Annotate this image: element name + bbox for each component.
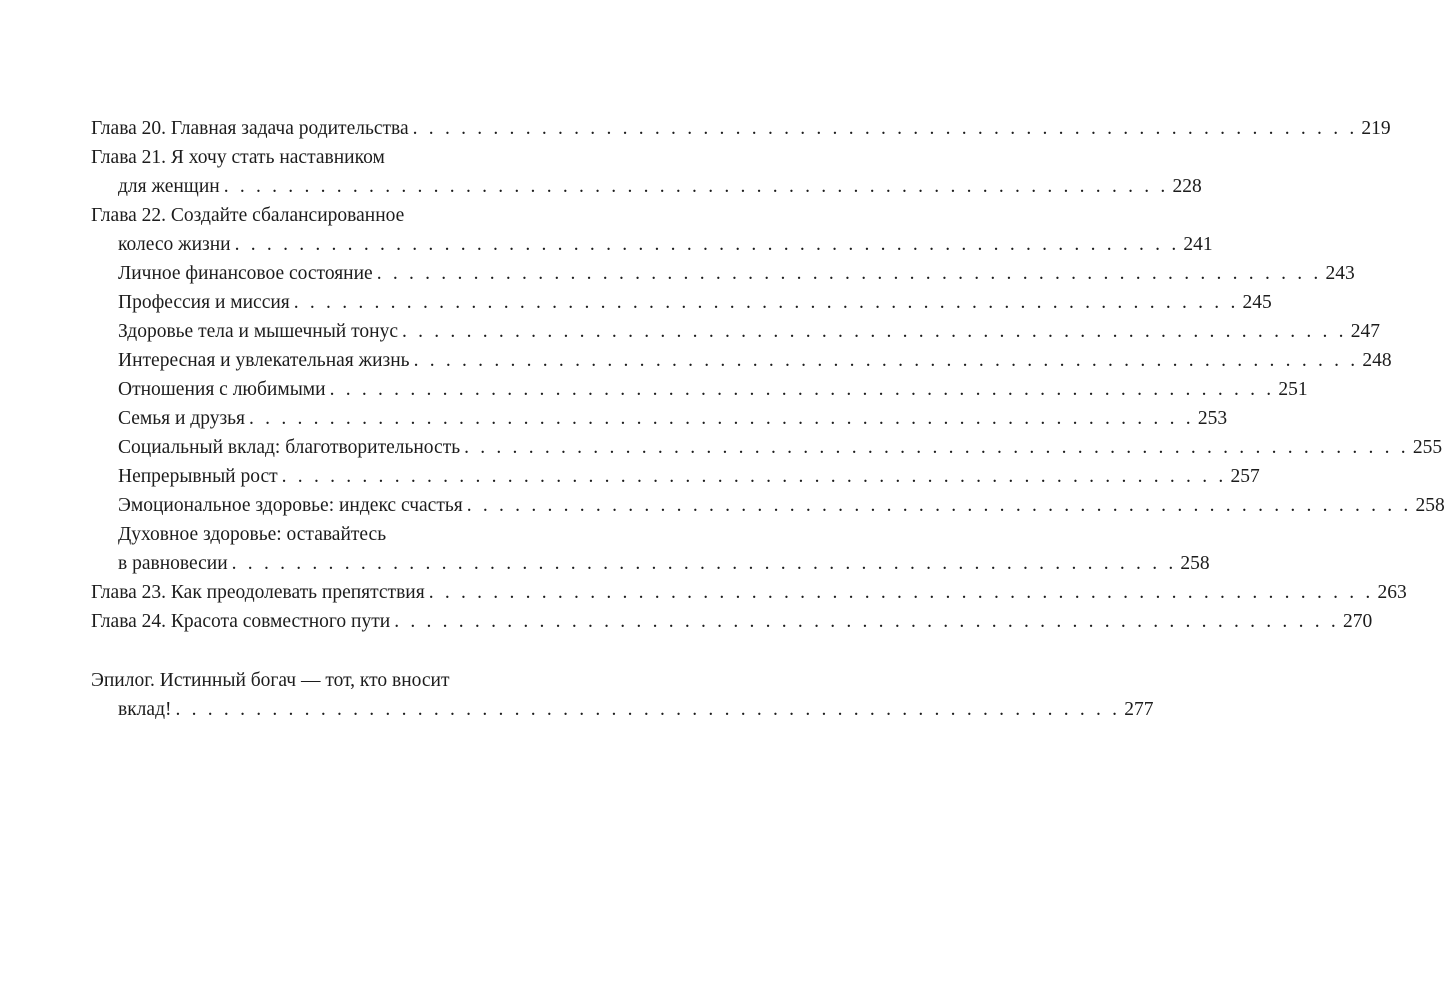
toc-leader-line bbox=[118, 346, 1392, 375]
dot-leader: . . . . . . . . . . . . . . . . . . . . . . . . . . . . . . . . . . . . . . . . . . . . . . . . . . . . . . . . . . . bbox=[428, 582, 1374, 603]
toc-leader-line bbox=[118, 491, 1445, 520]
toc-entry-title: вклад! bbox=[118, 699, 172, 720]
page-number: 243 bbox=[1325, 263, 1355, 284]
page-number: 228 bbox=[1172, 176, 1202, 197]
page-number: 251 bbox=[1278, 379, 1308, 400]
page-number: 257 bbox=[1230, 466, 1260, 487]
page-number: 219 bbox=[1361, 118, 1391, 139]
dot-leader: . . . . . . . . . . . . . . . . . . . . . . . . . . . . . . . . . . . . . . . . . . . . . . . . . . . . . . . . . . . bbox=[175, 699, 1121, 720]
page-number: 263 bbox=[1377, 582, 1407, 603]
toc-subentry bbox=[91, 346, 1392, 375]
dot-leader: . . . . . . . . . . . . . . . . . . . . . . . . . . . . . . . . . . . . . . . . . . . . . . . . . . . . . . . . . . . bbox=[249, 408, 1194, 429]
toc-entry-title: Глава 24. Красота совместного пути bbox=[91, 611, 391, 632]
toc-entry-title-line: Глава 22. Создайте сбалансированное bbox=[91, 205, 405, 226]
toc-entry-title: Эмоциональное здоровье: индекс счастья bbox=[118, 495, 463, 516]
toc-leader-line bbox=[91, 607, 1373, 636]
page-number: 258 bbox=[1415, 495, 1445, 516]
toc-entry-title: Глава 23. Как преодолевать препятствия bbox=[91, 582, 425, 603]
toc-leader-line bbox=[118, 259, 1355, 288]
dot-leader: . . . . . . . . . . . . . . . . . . . . . . . . . . . . . . . . . . . . . . . . . . . . . . . . . . . . . . . . . . . bbox=[223, 176, 1169, 197]
toc-leader-line bbox=[91, 578, 1407, 607]
page-number: 247 bbox=[1350, 321, 1381, 342]
toc-entry-title: Интересная и увлекательная жизнь bbox=[118, 350, 410, 371]
page-number: 255 bbox=[1412, 437, 1443, 458]
toc-entry-title: Отношения с любимыми bbox=[118, 379, 326, 400]
page-number: 270 bbox=[1342, 611, 1373, 632]
toc-entry bbox=[91, 607, 1373, 636]
page-number: 277 bbox=[1124, 699, 1154, 720]
toc-leader-line bbox=[118, 433, 1443, 462]
toc-subentry bbox=[91, 288, 1272, 317]
dot-leader: . . . . . . . . . . . . . . . . . . . . . . . . . . . . . . . . . . . . . . . . . . . . . . . . . . . . . . . . . . . bbox=[376, 263, 1322, 284]
page-number: 245 bbox=[1242, 292, 1272, 313]
toc-entry-title: Социальный вклад: благотворительность bbox=[118, 437, 461, 458]
toc-entry-title: Здоровье тела и мышечный тонус bbox=[118, 321, 398, 342]
toc-entry bbox=[91, 143, 1202, 201]
page-number: 248 bbox=[1362, 350, 1392, 371]
toc-leader-line bbox=[118, 288, 1272, 317]
toc-subentry bbox=[91, 491, 1445, 520]
toc-leader-line bbox=[118, 462, 1260, 491]
toc-subentry bbox=[91, 375, 1308, 404]
toc-leader-line bbox=[118, 375, 1308, 404]
toc-leader-line bbox=[91, 114, 1391, 143]
toc-leader-line bbox=[91, 695, 1154, 724]
toc-leader-line bbox=[91, 230, 1213, 259]
toc-subentry bbox=[91, 433, 1443, 462]
toc-entry-title: для женщин bbox=[118, 176, 220, 197]
dot-leader: . . . . . . . . . . . . . . . . . . . . . . . . . . . . . . . . . . . . . . . . . . . . . . . . . . . . . . . . . . . bbox=[466, 495, 1412, 516]
dot-leader: . . . . . . . . . . . . . . . . . . . . . . . . . . . . . . . . . . . . . . . . . . . . . . . . . . . . . . . . . . . bbox=[231, 553, 1177, 574]
dot-leader: . . . . . . . . . . . . . . . . . . . . . . . . . . . . . . . . . . . . . . . . . . . . . . . . . . . . . . . . . . . bbox=[394, 611, 1339, 632]
toc-entry-title: Личное финансовое состояние bbox=[118, 263, 373, 284]
toc-leader-line bbox=[118, 404, 1228, 433]
toc-entry bbox=[91, 578, 1407, 607]
toc-subentry bbox=[91, 462, 1260, 491]
toc-leader-line bbox=[91, 172, 1202, 201]
toc-entry-title: Непрерывный рост bbox=[118, 466, 278, 487]
page-number: 253 bbox=[1197, 408, 1228, 429]
dot-leader: . . . . . . . . . . . . . . . . . . . . . . . . . . . . . . . . . . . . . . . . . . . . . . . . . . . . . . . . . . . bbox=[412, 118, 1358, 139]
toc-entry bbox=[91, 114, 1391, 143]
toc-entry bbox=[91, 201, 1213, 259]
toc-entry-title: Семья и друзья bbox=[118, 408, 246, 429]
dot-leader: . . . . . . . . . . . . . . . . . . . . . . . . . . . . . . . . . . . . . . . . . . . . . . . . . . . . . . . . . . . bbox=[234, 234, 1180, 255]
toc-entry bbox=[91, 666, 1154, 724]
toc-entry-title: в равновесии bbox=[118, 553, 228, 574]
page-number: 258 bbox=[1180, 553, 1210, 574]
toc-leader-line bbox=[118, 317, 1381, 346]
table-of-contents bbox=[91, 114, 1445, 724]
page-number: 241 bbox=[1183, 234, 1213, 255]
dot-leader: . . . . . . . . . . . . . . . . . . . . . . . . . . . . . . . . . . . . . . . . . . . . . . . . . . . . . . . . . . . bbox=[464, 437, 1409, 458]
toc-subentry bbox=[91, 317, 1381, 346]
dot-leader: . . . . . . . . . . . . . . . . . . . . . . . . . . . . . . . . . . . . . . . . . . . . . . . . . . . . . . . . . . . bbox=[401, 321, 1347, 342]
dot-leader: . . . . . . . . . . . . . . . . . . . . . . . . . . . . . . . . . . . . . . . . . . . . . . . . . . . . . . . . . . . bbox=[413, 350, 1359, 371]
dot-leader: . . . . . . . . . . . . . . . . . . . . . . . . . . . . . . . . . . . . . . . . . . . . . . . . . . . . . . . . . . . bbox=[293, 292, 1239, 313]
toc-entry-title-line: Духовное здоровье: оставайтесь bbox=[118, 524, 387, 545]
toc-subentry bbox=[91, 404, 1228, 433]
dot-leader: . . . . . . . . . . . . . . . . . . . . . . . . . . . . . . . . . . . . . . . . . . . . . . . . . . . . . . . . . . . bbox=[329, 379, 1275, 400]
toc-leader-line bbox=[118, 549, 1210, 578]
toc-entry-title: колесо жизни bbox=[118, 234, 231, 255]
toc-entry-title-line: Глава 21. Я хочу стать наставником bbox=[91, 147, 385, 168]
toc-entry-title-line: Эпилог. Истинный богач — тот, кто вносит bbox=[91, 670, 450, 691]
dot-leader: . . . . . . . . . . . . . . . . . . . . . . . . . . . . . . . . . . . . . . . . . . . . . . . . . . . . . . . . . . . bbox=[281, 466, 1227, 487]
toc-subentry bbox=[91, 520, 1210, 578]
toc-entry-title: Профессия и миссия bbox=[118, 292, 290, 313]
toc-entry-title: Глава 20. Главная задача родительства bbox=[91, 118, 409, 139]
toc-subentry bbox=[91, 259, 1355, 288]
